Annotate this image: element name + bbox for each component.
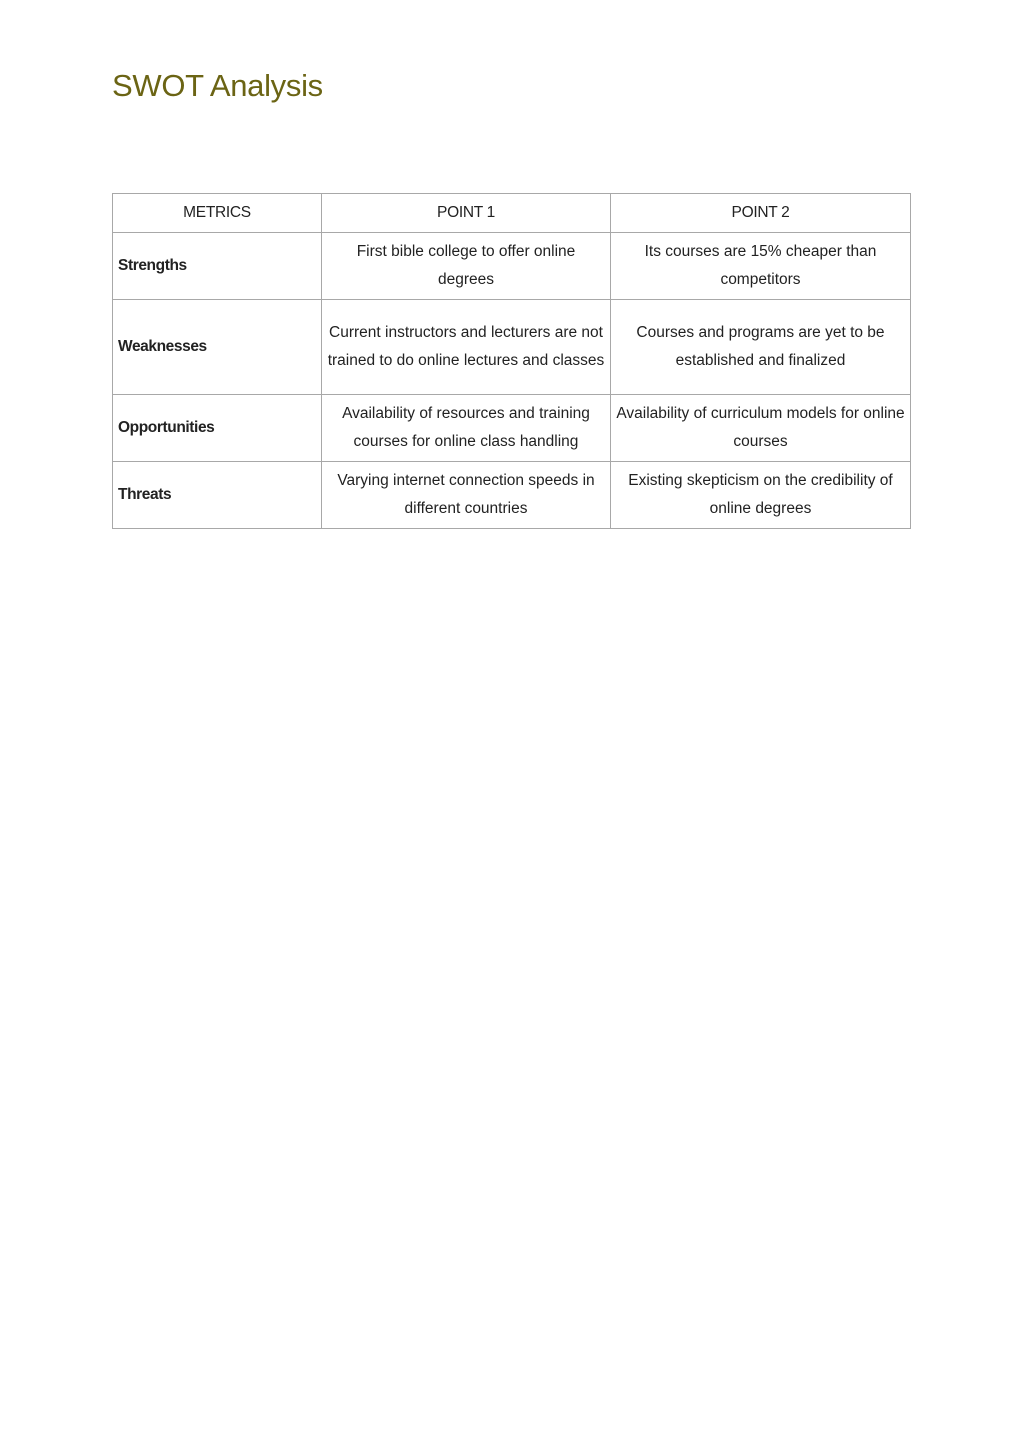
point-1-cell: Current instructors and lecturers are not trained to do online lectures and classes [322,300,611,395]
point-2-cell: Availability of curriculum models for online courses [611,395,911,462]
point-1-cell: Availability of resources and training courses for online class handling [322,395,611,462]
metric-label: Threats [113,462,322,529]
point-1-cell: First bible college to offer online degrees [322,233,611,300]
header-point-1: POINT 1 [322,194,611,233]
point-2-cell: Its courses are 15% cheaper than competitors [611,233,911,300]
point-2-cell: Existing skepticism on the credibility of online degrees [611,462,911,529]
table-row-weaknesses [113,300,911,395]
table-header-row [113,194,911,233]
swot-table [112,193,911,529]
header-metrics: METRICS [113,194,322,233]
point-1-cell: Varying internet connection speeds in different countries [322,462,611,529]
table-row-threats [113,462,911,529]
table-row-opportunities [113,395,911,462]
table-row-strengths [113,233,911,300]
metric-label: Strengths [113,233,322,300]
metric-label: Weaknesses [113,300,322,395]
header-point-2: POINT 2 [611,194,911,233]
page-title: SWOT Analysis [112,68,323,103]
metric-label: Opportunities [113,395,322,462]
point-2-cell: Courses and programs are yet to be established and finalized [611,300,911,395]
